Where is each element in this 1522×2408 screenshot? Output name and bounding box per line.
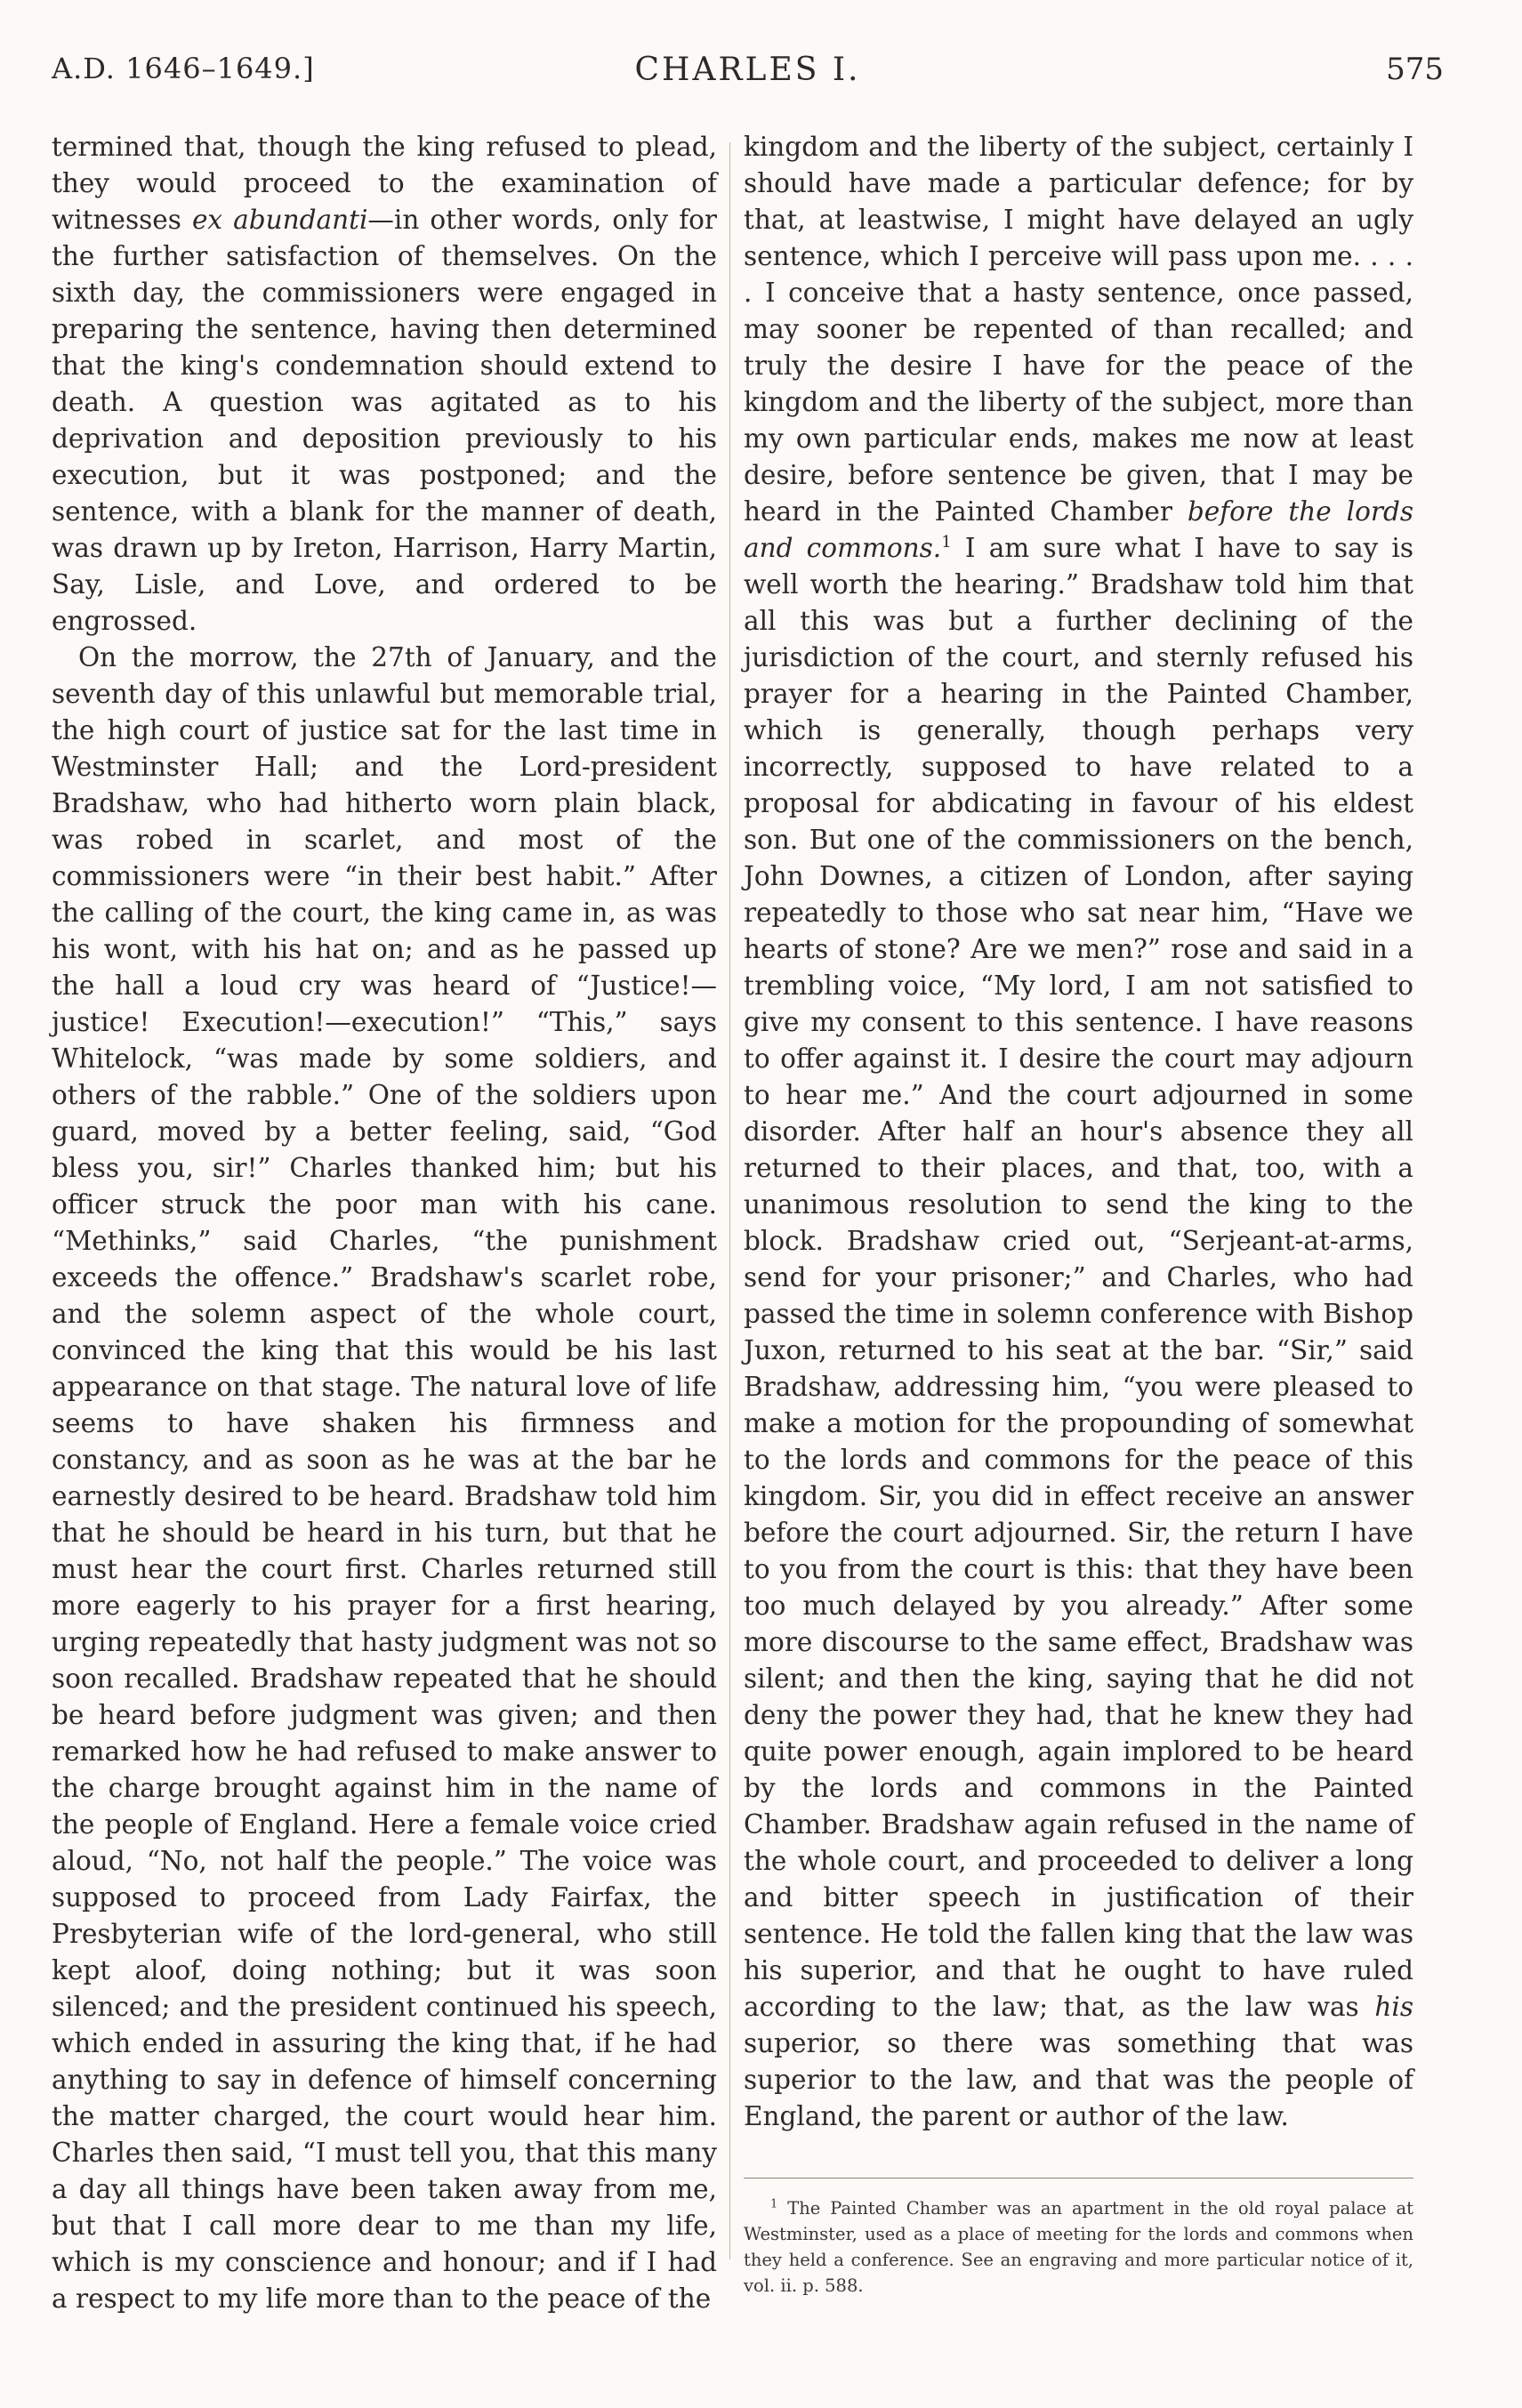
- column-divider: [729, 142, 730, 2259]
- running-header: [52, 52, 1444, 98]
- italic-text: his: [1374, 1992, 1413, 2022]
- paragraph: [52, 129, 717, 640]
- right-column: [744, 129, 1413, 2135]
- text-run: termined that, though the king refused to plead, they would proceed to the examination of witnesses: [52, 132, 717, 235]
- text-run: superior, so there was something that was superior to the law, and that was the people of England, the parent or author of the law.: [744, 2028, 1413, 2131]
- italic-text: ex abundanti: [191, 205, 368, 235]
- footnote: [744, 2195, 1413, 2299]
- footnote-marker: 1: [941, 533, 952, 552]
- italic-text: before the lords and commons.: [744, 496, 1413, 563]
- left-column: [52, 129, 717, 2317]
- paragraph: [52, 640, 717, 2317]
- footnote-marker: 1: [770, 2197, 778, 2211]
- text-run: On the morrow, the 27th of January, and the seventh day of this unlawful but memorable trial, the high court of justice sat for the last time in Westminster Hall; and the Lord-president Bradshaw, who had hitherto worn plain black, was robed in scarlet, and most of the commissioners were “in their best habit.” After the calling of the court, the king came in, as was his wont, with his hat on; and as he passed up the hall a loud cry was heard of “Justice!—justice! Execution!—execution!” “This,” says Whitelock, “was made by some soldiers, and others of the rabble.” One of the soldiers upon guard, moved by a better feeling, said, “God bless you, sir!” Charles thanked him; but his officer struck the poor man with his cane. “Methinks,” said Charles, “the punishment exceeds the offence.” Bradshaw's scarlet robe, and the solemn aspect of the whole court, convinced the king that this would be his last appearance on that stage. The natural love of life seems to have shaken his firmness and constancy, and as soon as he was at the bar he earnestly desired to be heard. Bradshaw told him that he should be heard in his turn, but that he must hear the court first. Charles returned still more eagerly to his prayer for a first hearing, urging repeatedly that hasty judgment was not so soon recalled. Bradshaw repeated that he should be heard before judgment was given; and then remarked how he had refused to make answer to the charge brought against him in the name of the people of England. Here a female voice cried aloud, “No, not half the people.” The voice was supposed to proceed from Lady Fairfax, the Presbyterian wife of the lord-general, who still kept aloof, doing nothing; but it was soon silenced; and the president continued his speech, which ended in assuring the king that, if he had anything to say in defence of himself concerning the matter charged, the court would hear him. Charles then said, “I must tell you, that this many a day all things have been taken away from me, but that I call more dear to me than my life, which is my conscience and honour; and if I had a respect to my life more than to the peace of the: [52, 642, 717, 2314]
- paragraph: [744, 129, 1413, 2135]
- text-run: —in other words, only for the further satisfaction of themselves. On the sixth day, the commissioners were engaged in preparing the sentence, having then determined that the king's condemnation should extend to death. A question was agitated as to his deprivation and deposition previously to his execution, but it was postponed; and the sentence, with a blank for the manner of death, was drawn up by Ireton, Harrison, Harry Martin, Say, Lisle, and Love, and ordered to be engrossed.: [52, 205, 718, 636]
- text-run: kingdom and the liberty of the subject, certainly I should have made a particular defence; for by that, at leastwise, I might have delayed an ugly sentence, which I perceive will pass upon me. . . . . I conceive that a hasty sentence, once passed, may sooner be repented of than recalled; and truly the desire I have for the peace of the kingdom and the liberty of the subject, more than my own particular ends, makes me now at least desire, before sentence be given, that I may be heard in the Painted Chamber: [744, 132, 1413, 527]
- header-title: CHARLES I.: [634, 52, 861, 88]
- text-run: The Painted Chamber was an apartment in the old royal palace at Westminster, used as a place of meeting for the lords and commons when they held a conference. See an engraving and more particular notice of it, vol. ii. p. 588.: [744, 2198, 1413, 2296]
- text-run: I am sure what I have to say is well worth the hearing.” Bradshaw told him that all this was but a further declining of the jurisdiction of the court, and sternly refused his prayer for a hearing in the Painted Chamber, which is generally, though perhaps very incorrectly, supposed to have related to a proposal for abdicating in favour of his eldest son. But one of the commissioners on the bench, John Downes, a citizen of London, after saying repeatedly to those who sat near him, “Have we hearts of stone? Are we men?” rose and said in a trembling voice, “My lord, I am not satisfied to give my consent to this sentence. I have reasons to offer against it. I desire the court may adjourn to hear me.” And the court adjourned in some disorder. After half an hour's absence they all returned to their places, and that, too, with a unanimous resolution to send the king to the block. Bradshaw cried out, “Serjeant-at-arms, send for your prisoner;” and Charles, who had passed the time in solemn conference with Bishop Juxon, returned to his seat at the bar. “Sir,” said Bradshaw, addressing him, “you were pleased to make a motion for the propounding of somewhat to the lords and commons for the peace of this kingdom. Sir, you did in effect receive an answer before the court adjourned. Sir, the return I have to you from the court is this: that they have been too much delayed by you already.” After some more discourse to the same effect, Bradshaw was silent; and then the king, saying that he did not deny the power they had, that he knew they had quite power enough, again implored to be heard by the lords and commons in the Painted Chamber. Bradshaw again refused in the name of the whole court, and proceeded to deliver a long and bitter speech in justification of their sentence. He told the fallen king that the law was his superior, and that he ought to have ruled according to the law; that, as the law was: [744, 533, 1413, 2022]
- header-date-range: A.D. 1646–1649.]: [52, 52, 315, 85]
- page-number: 575: [1386, 52, 1444, 87]
